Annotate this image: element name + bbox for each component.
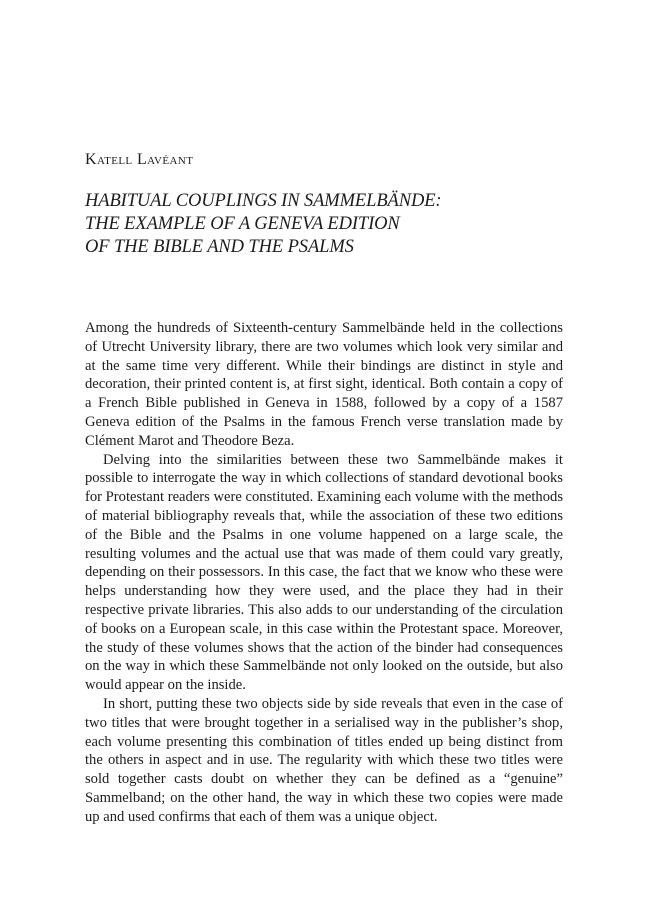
body-paragraph: In short, putting these two objects side by side reveals that even in the case of two titles that were brought together in a serialised way in the publisher’s shop, each volume presenting this combination of titles ended up being distinct from the others in aspect and in use. The regularity with which these two titles were sold together casts doubt on whether they can be defined as a “genuine” Sammelband; on the other hand, the way in which these two copies were made up and used confirms that each of them was a unique object. [85,695,563,825]
article-title [85,190,441,259]
page [85,0,563,918]
body-paragraph: Delving into the similarities between these two Sammelbände makes it possible to interrogate the way in which collections of standard devotional books for Protestant readers were constituted. Examining each volume with the methods of material bibliography reveals that, while the association of these two editions of the Bible and the Psalms in one volume happened on a large scale, the resulting volumes and the actual use that was made of them could vary greatly, depending on their possessors. In this case, the fact that we know who these were helps understanding how they were used, and the place they had in their respective private libraries. This also adds to our understanding of the circulation of books on a European scale, in this case within the Protestant space. Moreover, the study of these volumes shows that the action of the binder had consequences on the way in which these Sammelbände not only looked on the outside, but also would appear on the inside. [85,451,563,694]
title-line: HABITUAL COUPLINGS IN SAMMELBÄNDE: [85,191,442,211]
author-name: Katell Lavéant [85,151,194,168]
article-body [85,319,563,827]
title-line: OF THE BIBLE AND THE PSALMS [85,237,354,257]
body-paragraph: Among the hundreds of Sixteenth-century Sammelbände held in the collections of Utrecht University library, there are two volumes which look very similar and at the same time very different. While their bindings are distinct in style and decoration, their printed content is, at first sight, identical. Both contain a copy of a French Bible published in Geneva in 1588, followed by a copy of a 1587 Geneva edition of the Psalms in the famous French verse translation made by Clément Marot and Theodore Beza. [85,320,563,449]
title-line: THE EXAMPLE OF A GENEVA EDITION [85,214,400,234]
